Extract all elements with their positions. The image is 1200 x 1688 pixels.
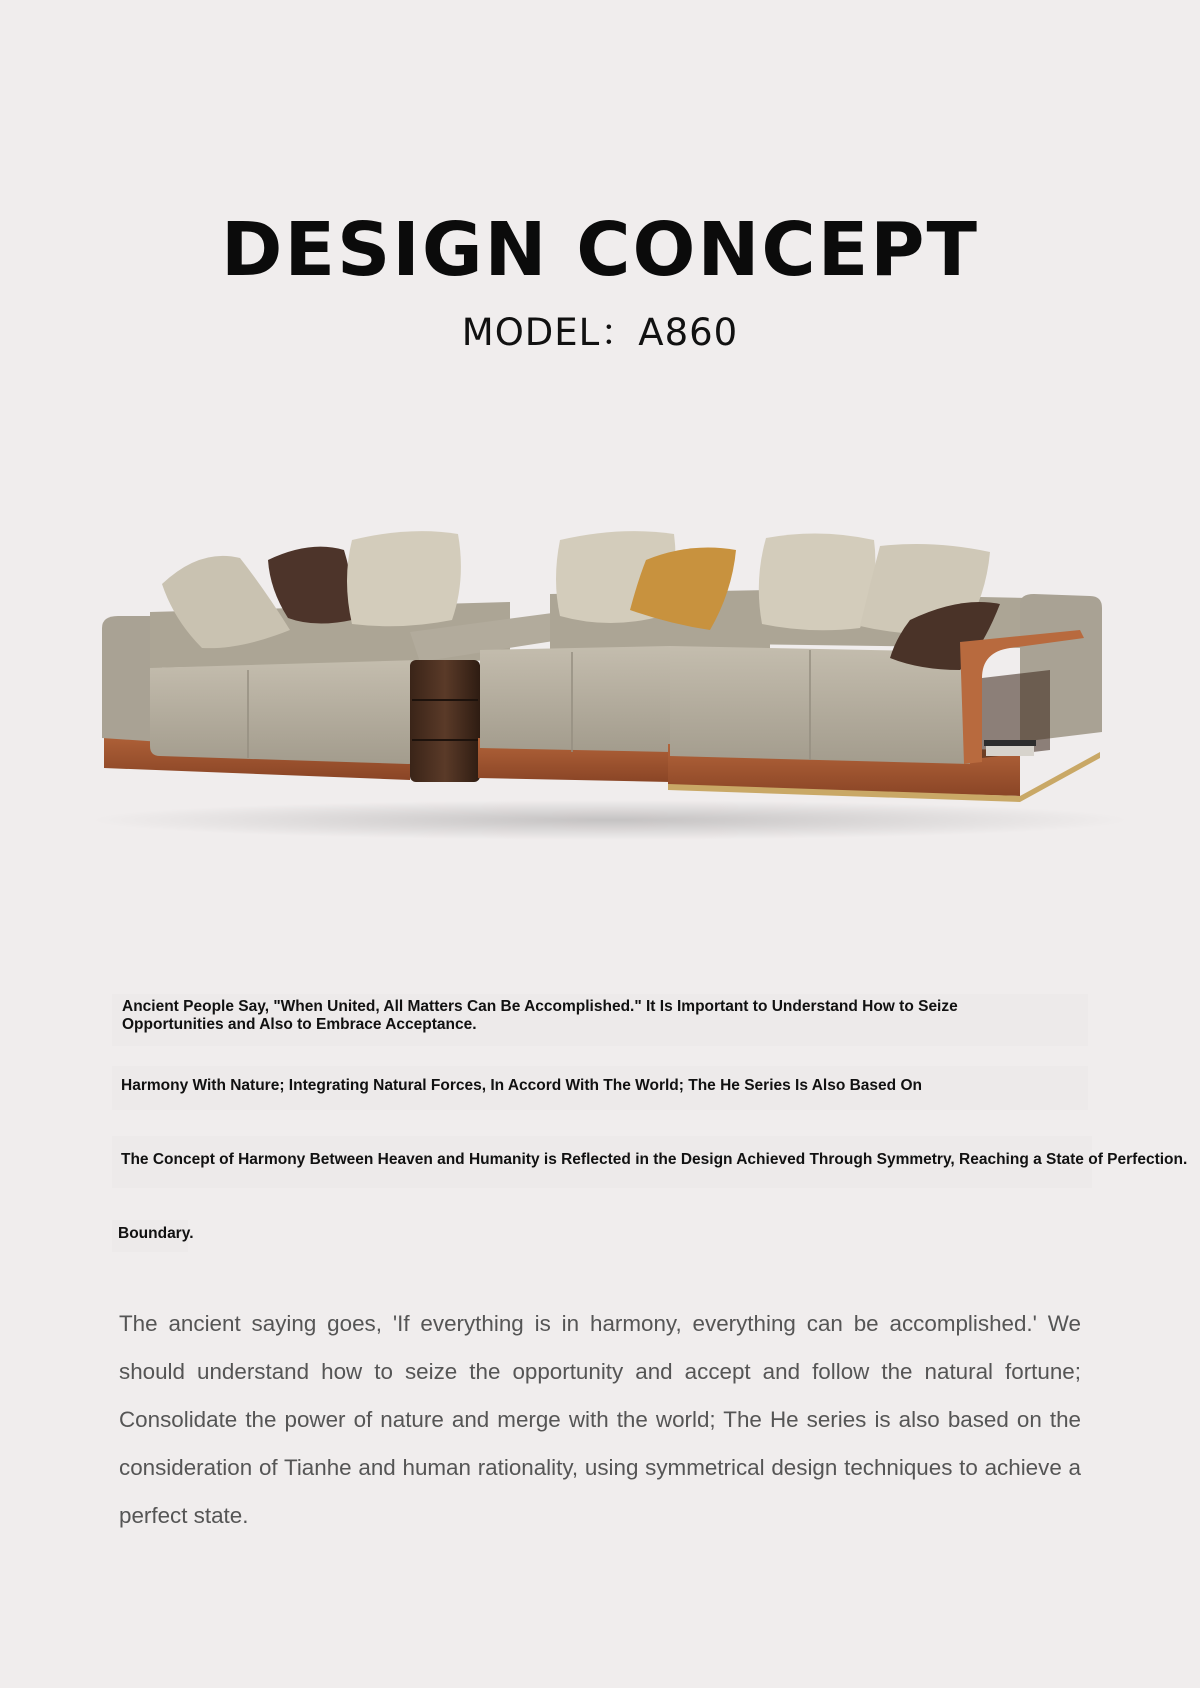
intro-line-4: Boundary.	[118, 1225, 194, 1242]
intro-text-block-2	[112, 1066, 1088, 1110]
intro-text-block-1	[112, 994, 1088, 1046]
model-number: MODEL：A860	[461, 311, 739, 354]
sofa-product-image	[90, 520, 1130, 840]
middle-seat	[480, 646, 670, 752]
page-title: DESIGN CONCEPT	[221, 207, 979, 293]
cushion-light-2	[347, 531, 461, 626]
intro-line-1a: Ancient People Say, "When United, All Matters Can Be Accomplished." It Is Important to Understand How to Seize	[122, 998, 958, 1015]
intro-line-2: Harmony With Nature; Integrating Natural Forces, In Accord With The World; The He Series Is Also Based On	[121, 1077, 922, 1094]
sofa-shadow	[90, 800, 1130, 840]
wood-cabinet	[410, 660, 480, 782]
intro-line-1b: Opportunities and Also to Embrace Acceptance.	[122, 1016, 477, 1033]
intro-line-3: The Concept of Harmony Between Heaven and Humanity is Reflected in the Design Achieved Through Symmetry, Reaching a State of Perfection.	[121, 1151, 1188, 1168]
intro-text-block-4	[112, 1220, 194, 1252]
intro-text-block-3	[112, 1136, 1188, 1188]
body-paragraph: The ancient saying goes, 'If everything is in harmony, everything can be accomplished.' We should understand how to seize the opportunity and accept and follow the natural fortune; Consolidate the power of nature and merge with the world; The He series is also based on the consideration of Tianhe and human rationality, using symmetrical design techniques to achieve a perfect state.	[119, 1311, 1081, 1528]
cushion-light-4	[759, 533, 876, 630]
chaise-seat	[150, 660, 420, 764]
books	[986, 746, 1034, 756]
